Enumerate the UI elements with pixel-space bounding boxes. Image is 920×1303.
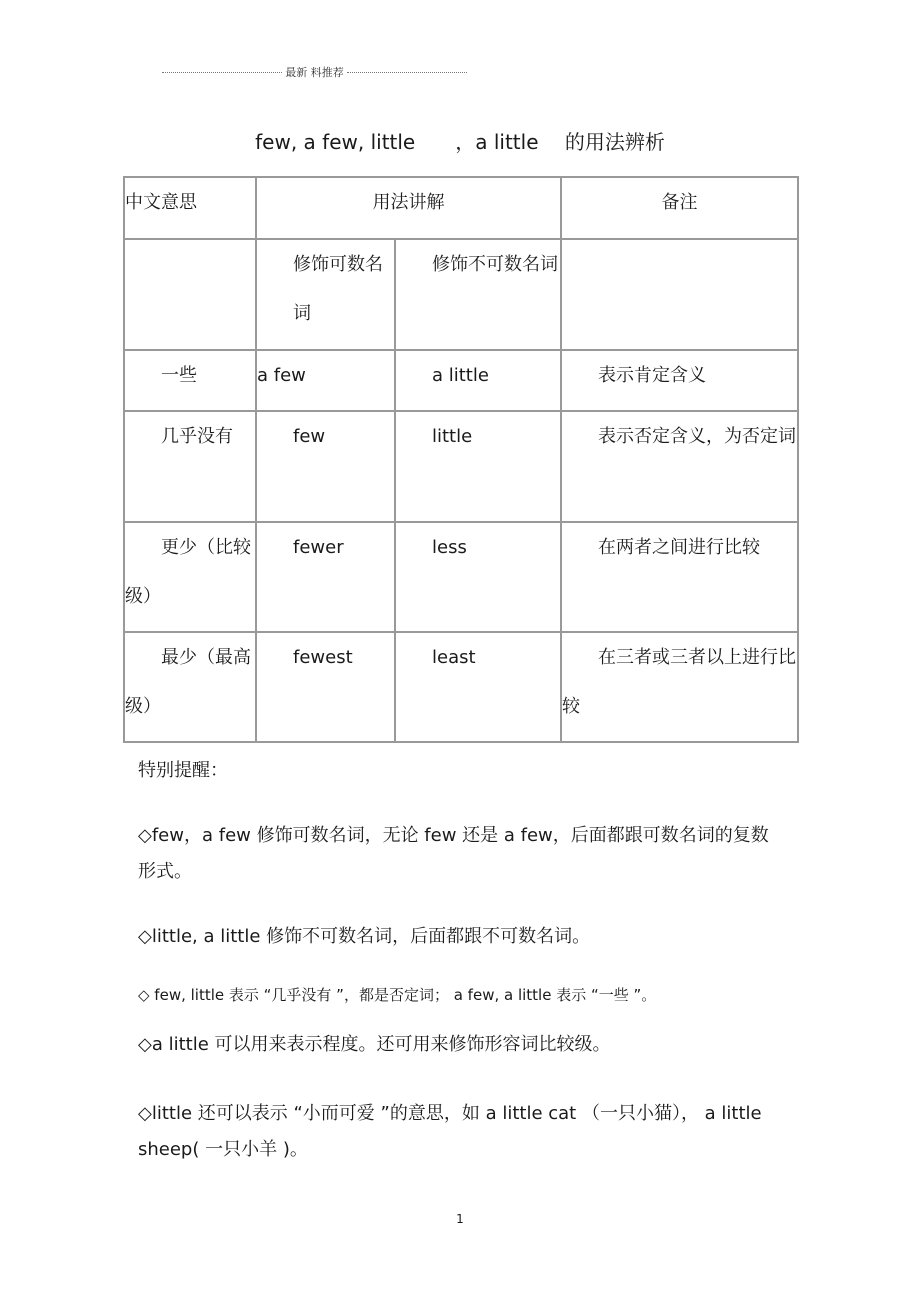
row-note [561,350,798,411]
row-uncountable [395,350,561,411]
row-meaning-text: 最少（最高级） [125,647,251,717]
row-note-text: 表示否定含义，为否定词 [598,426,796,447]
header-rule-right [347,72,467,73]
row-note [561,411,798,522]
note-item: ◇little 还可以表示 “小而可爱 ”的意思，如 a little cat （一只小猫）， a little sheep( 一只小羊 )。 [138,1103,762,1160]
header-text: 最新 料推荐 [285,66,344,79]
row-countable-text: a few [257,365,306,386]
row-uncountable-text: little [432,426,473,447]
row-countable [256,411,395,522]
note-item: ◇few，a few 修饰可数名词，无论 few 还是 a few，后面都跟可数名词的复数形式。 [138,825,769,882]
row-meaning-text: 更少（比较级） [125,537,251,607]
page-number: 1 [456,1212,464,1226]
table-row [124,411,798,522]
note-item: ◇ few, little 表示 “几乎没有 ”，都是否定词； a few, a little 表示 “一些 ”。 [138,986,657,1004]
header-usage: 用法讲解 [256,177,561,239]
table-row [124,350,798,411]
row-note [561,522,798,632]
row-countable-text: few [293,426,326,447]
document-title: few, a few, little ，a little 的用法辨析 [255,130,665,154]
row-note-text: 表示肯定含义 [598,365,706,386]
table-row [124,632,798,742]
row-countable [256,350,395,411]
subheader-countable [256,239,395,350]
row-countable [256,522,395,632]
row-countable-text: fewer [293,537,344,558]
row-countable-text: fewest [293,647,353,668]
usage-table [123,176,799,743]
header-remark: 备注 [561,177,798,239]
subheader-remark-empty [561,239,798,350]
notes-heading: 特别提醒： [138,760,228,781]
row-meaning [124,522,256,632]
row-uncountable-text: less [432,537,467,558]
table-row [124,522,798,632]
subheader-countable-text: 修饰可数名词 [293,254,383,324]
note-item: ◇little, a little 修饰不可数名词，后面都跟不可数名词。 [138,926,591,947]
table-header-row [124,177,798,239]
row-meaning [124,411,256,522]
row-uncountable [395,632,561,742]
row-meaning [124,632,256,742]
row-note [561,632,798,742]
row-uncountable-text: least [432,647,476,668]
row-note-text: 在三者或三者以上进行比较 [562,647,796,717]
row-countable [256,632,395,742]
header-rule-left [162,72,282,73]
note-item: ◇a little 可以用来表示程度。还可用来修饰形容词比较级。 [138,1034,611,1055]
row-uncountable [395,522,561,632]
row-uncountable [395,411,561,522]
row-meaning [124,350,256,411]
page-header [162,64,467,80]
subheader-uncountable-text: 修饰不可数名词 [432,254,558,275]
subheader-empty [124,239,256,350]
subheader-uncountable [395,239,561,350]
row-meaning-text: 一些 [161,365,197,386]
table-subheader-row [124,239,798,350]
row-meaning-text: 几乎没有 [161,426,233,447]
row-uncountable-text: a little [432,365,489,386]
header-meaning: 中文意思 [124,177,256,239]
row-note-text: 在两者之间进行比较 [598,537,760,558]
